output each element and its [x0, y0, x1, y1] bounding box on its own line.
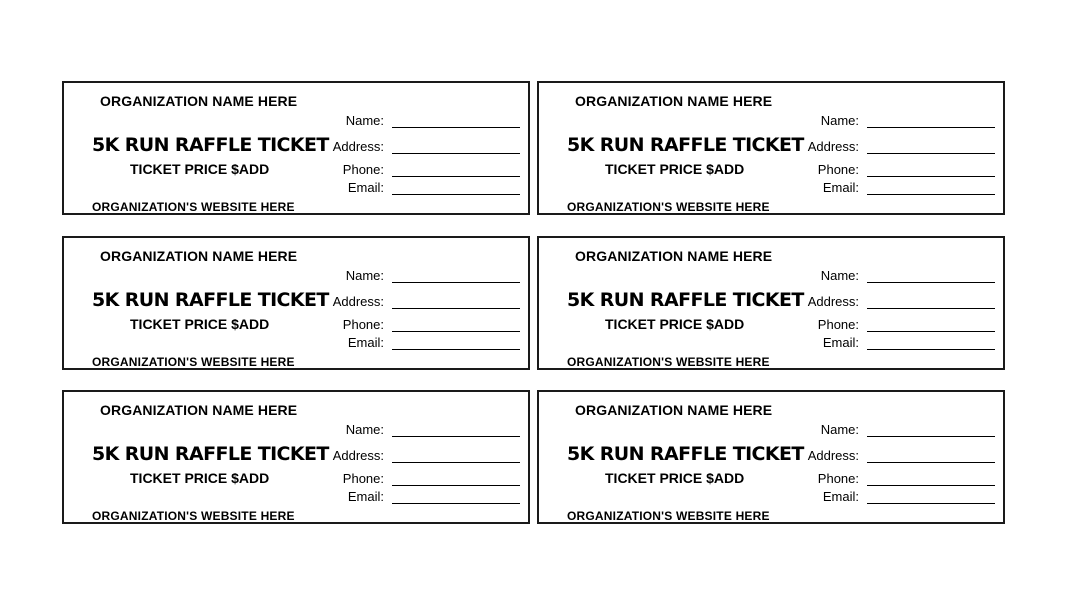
phone-blank-line[interactable] [392, 176, 520, 177]
organization-website: ORGANIZATION'S WEBSITE HERE [92, 509, 295, 523]
name-label: Name: [820, 422, 859, 437]
email-field [314, 335, 522, 353]
phone-field [789, 317, 997, 335]
email-label: Email: [347, 489, 384, 504]
ticket-title: 5K RUN RAFFLE TICKET [567, 443, 804, 465]
name-label: Name: [820, 113, 859, 128]
email-label: Email: [347, 335, 384, 350]
ticket-price: TICKET PRICE $ADD [130, 161, 270, 177]
ticket-price: TICKET PRICE $ADD [605, 470, 745, 486]
name-blank-line[interactable] [392, 127, 520, 128]
name-field [314, 422, 522, 440]
organization-name: ORGANIZATION NAME HERE [575, 402, 773, 418]
organization-website: ORGANIZATION'S WEBSITE HERE [92, 200, 295, 214]
name-blank-line[interactable] [867, 436, 995, 437]
email-blank-line[interactable] [392, 194, 520, 195]
email-label: Email: [822, 180, 859, 195]
phone-field [314, 317, 522, 335]
email-field [789, 489, 997, 507]
address-label: Address: [332, 448, 384, 463]
address-label: Address: [807, 294, 859, 309]
ticket-price: TICKET PRICE $ADD [130, 470, 270, 486]
organization-name: ORGANIZATION NAME HERE [100, 248, 298, 264]
email-blank-line[interactable] [392, 503, 520, 504]
ticket-title: 5K RUN RAFFLE TICKET [92, 443, 329, 465]
name-label: Name: [345, 422, 384, 437]
phone-field [314, 162, 522, 180]
phone-label: Phone: [342, 471, 384, 486]
phone-blank-line[interactable] [867, 331, 995, 332]
address-label: Address: [332, 139, 384, 154]
organization-website: ORGANIZATION'S WEBSITE HERE [567, 355, 770, 369]
phone-field [789, 162, 997, 180]
email-blank-line[interactable] [867, 349, 995, 350]
phone-label: Phone: [342, 162, 384, 177]
organization-name: ORGANIZATION NAME HERE [100, 402, 298, 418]
address-field [314, 294, 522, 312]
phone-blank-line[interactable] [392, 485, 520, 486]
address-field [789, 448, 997, 466]
name-label: Name: [345, 268, 384, 283]
organization-name: ORGANIZATION NAME HERE [575, 248, 773, 264]
raffle-ticket [62, 81, 530, 215]
address-blank-line[interactable] [867, 153, 995, 154]
email-blank-line[interactable] [867, 194, 995, 195]
name-field [314, 113, 522, 131]
organization-name: ORGANIZATION NAME HERE [100, 93, 298, 109]
ticket-price: TICKET PRICE $ADD [605, 161, 745, 177]
organization-website: ORGANIZATION'S WEBSITE HERE [92, 355, 295, 369]
name-blank-line[interactable] [867, 127, 995, 128]
email-label: Email: [822, 489, 859, 504]
email-label: Email: [347, 180, 384, 195]
phone-label: Phone: [342, 317, 384, 332]
ticket-title: 5K RUN RAFFLE TICKET [567, 289, 804, 311]
address-blank-line[interactable] [392, 462, 520, 463]
address-label: Address: [807, 139, 859, 154]
address-blank-line[interactable] [867, 462, 995, 463]
ticket-sheet [62, 81, 1008, 526]
address-field [314, 139, 522, 157]
name-field [789, 268, 997, 286]
raffle-ticket [537, 390, 1005, 524]
ticket-title: 5K RUN RAFFLE TICKET [567, 134, 804, 156]
address-blank-line[interactable] [392, 153, 520, 154]
email-field [789, 335, 997, 353]
email-label: Email: [822, 335, 859, 350]
name-label: Name: [820, 268, 859, 283]
address-label: Address: [332, 294, 384, 309]
ticket-title: 5K RUN RAFFLE TICKET [92, 289, 329, 311]
raffle-ticket [62, 236, 530, 370]
phone-blank-line[interactable] [867, 485, 995, 486]
address-blank-line[interactable] [867, 308, 995, 309]
ticket-title: 5K RUN RAFFLE TICKET [92, 134, 329, 156]
raffle-ticket [537, 236, 1005, 370]
address-label: Address: [807, 448, 859, 463]
name-blank-line[interactable] [392, 282, 520, 283]
phone-label: Phone: [817, 471, 859, 486]
address-field [314, 448, 522, 466]
email-blank-line[interactable] [392, 349, 520, 350]
name-field [789, 113, 997, 131]
ticket-price: TICKET PRICE $ADD [605, 316, 745, 332]
phone-field [789, 471, 997, 489]
email-blank-line[interactable] [867, 503, 995, 504]
email-field [314, 180, 522, 198]
raffle-ticket [537, 81, 1005, 215]
email-field [789, 180, 997, 198]
ticket-price: TICKET PRICE $ADD [130, 316, 270, 332]
phone-field [314, 471, 522, 489]
address-blank-line[interactable] [392, 308, 520, 309]
name-label: Name: [345, 113, 384, 128]
address-field [789, 139, 997, 157]
name-blank-line[interactable] [867, 282, 995, 283]
organization-website: ORGANIZATION'S WEBSITE HERE [567, 200, 770, 214]
phone-label: Phone: [817, 162, 859, 177]
name-field [314, 268, 522, 286]
phone-label: Phone: [817, 317, 859, 332]
organization-website: ORGANIZATION'S WEBSITE HERE [567, 509, 770, 523]
raffle-ticket [62, 390, 530, 524]
email-field [314, 489, 522, 507]
organization-name: ORGANIZATION NAME HERE [575, 93, 773, 109]
phone-blank-line[interactable] [392, 331, 520, 332]
name-blank-line[interactable] [392, 436, 520, 437]
phone-blank-line[interactable] [867, 176, 995, 177]
address-field [789, 294, 997, 312]
name-field [789, 422, 997, 440]
